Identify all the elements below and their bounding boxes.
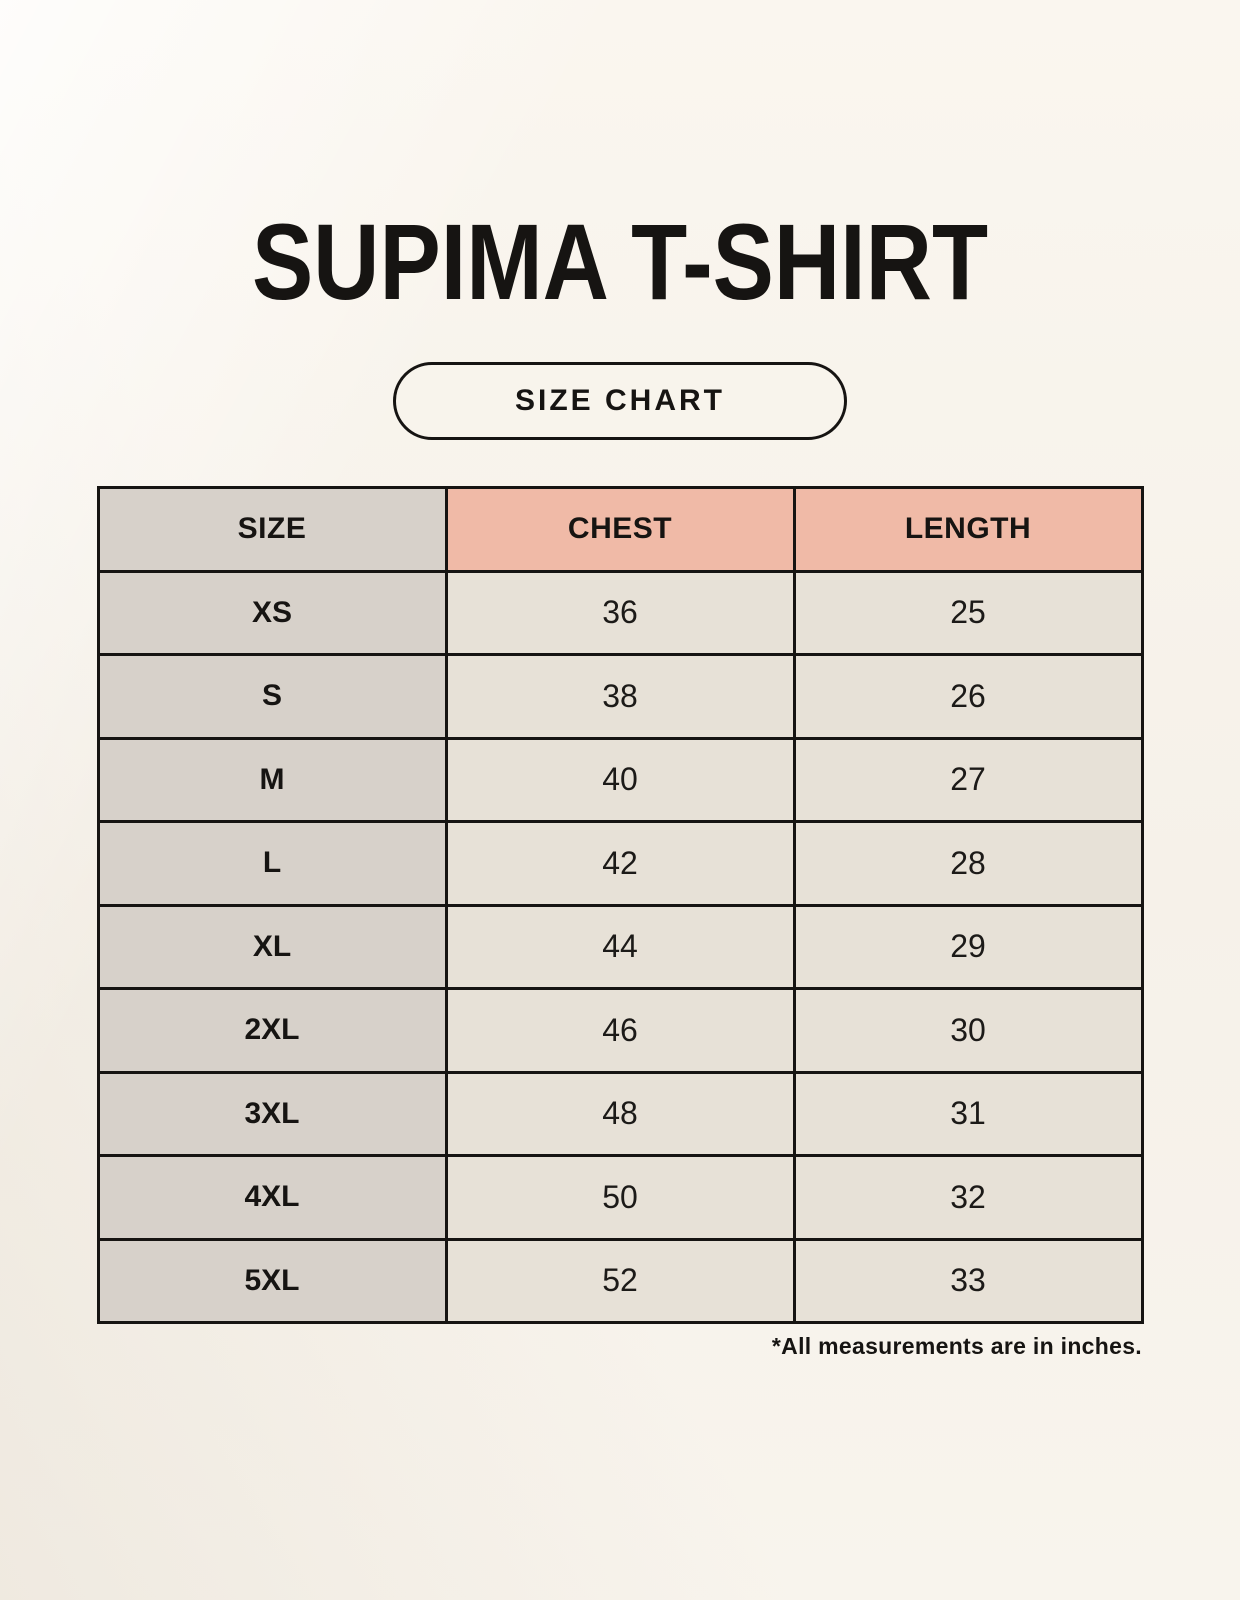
- column-header-chest: CHEST: [446, 488, 794, 572]
- size-label: 2XL: [98, 989, 446, 1073]
- length-value: 25: [794, 571, 1142, 655]
- length-value: 28: [794, 822, 1142, 906]
- length-value: 29: [794, 905, 1142, 989]
- column-header-length: LENGTH: [794, 488, 1142, 572]
- size-label: XL: [98, 905, 446, 989]
- chest-value: 46: [446, 989, 794, 1073]
- chest-value: 44: [446, 905, 794, 989]
- size-label: 3XL: [98, 1072, 446, 1156]
- table-row: [98, 905, 1142, 989]
- size-chart-table: [97, 486, 1144, 1324]
- chest-value: 48: [446, 1072, 794, 1156]
- size-label: XS: [98, 571, 446, 655]
- length-value: 31: [794, 1072, 1142, 1156]
- size-chart-button-label: SIZE CHART: [515, 384, 725, 417]
- measurements-footnote: *All measurements are in inches.: [771, 1333, 1142, 1359]
- length-value: 30: [794, 989, 1142, 1073]
- table-row: [98, 655, 1142, 739]
- table-row: [98, 1156, 1142, 1240]
- length-value: 26: [794, 655, 1142, 739]
- chest-value: 50: [446, 1156, 794, 1240]
- table-row: [98, 989, 1142, 1073]
- size-label: M: [98, 738, 446, 822]
- table-row: [98, 1072, 1142, 1156]
- table-row: [98, 738, 1142, 822]
- page-title: [0, 0, 1240, 322]
- size-label: 4XL: [98, 1156, 446, 1240]
- length-value: 33: [794, 1239, 1142, 1323]
- chest-value: 42: [446, 822, 794, 906]
- size-label: S: [98, 655, 446, 739]
- chest-value: 52: [446, 1239, 794, 1323]
- size-label: 5XL: [98, 1239, 446, 1323]
- size-chart-button[interactable]: [393, 362, 847, 440]
- length-value: 32: [794, 1156, 1142, 1240]
- table-row: [98, 822, 1142, 906]
- chest-value: 40: [446, 738, 794, 822]
- page-title-text: SUPIMA T-SHIRT: [251, 201, 989, 322]
- table-row: [98, 1239, 1142, 1323]
- length-value: 27: [794, 738, 1142, 822]
- chest-value: 38: [446, 655, 794, 739]
- column-header-size: SIZE: [98, 488, 446, 572]
- table-header-row: [98, 488, 1142, 572]
- chest-value: 36: [446, 571, 794, 655]
- table-row: [98, 571, 1142, 655]
- size-label: L: [98, 822, 446, 906]
